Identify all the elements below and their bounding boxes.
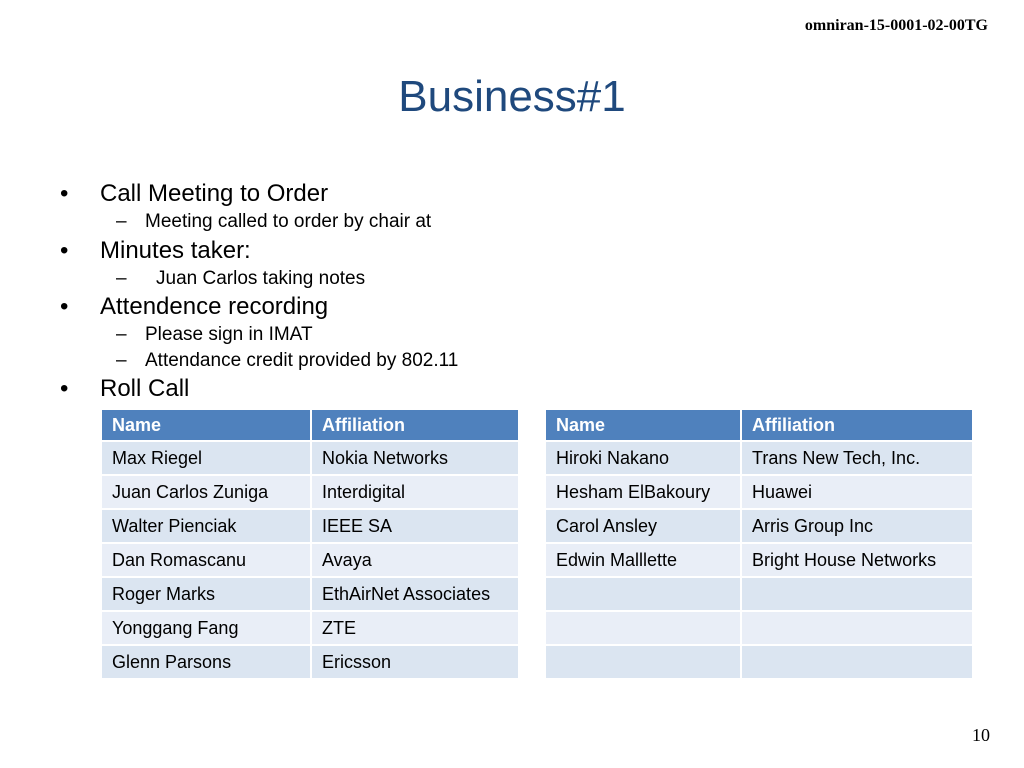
bullet-dot-icon: • <box>60 375 69 402</box>
column-header-affiliation: Affiliation <box>742 410 972 440</box>
cell-name <box>546 578 740 610</box>
table-row <box>546 612 972 644</box>
bullet-attendence: Attendence recording <box>100 293 329 320</box>
bullet-minutes-taker: Minutes taker: <box>100 237 251 264</box>
table-row <box>546 578 972 610</box>
table-row <box>102 510 518 542</box>
table-header-row <box>546 410 972 440</box>
bullet-dot-icon: • <box>60 237 69 264</box>
table-row <box>546 510 972 542</box>
table-row <box>102 646 518 678</box>
cell-affiliation <box>742 612 972 644</box>
bullet-dot-icon: • <box>60 293 69 320</box>
sub-bullet-credit: Attendance credit provided by 802.11 <box>145 350 459 371</box>
table-row <box>546 544 972 576</box>
cell-name: Max Riegel <box>102 442 310 474</box>
cell-affiliation: Arris Group Inc <box>742 510 972 542</box>
dash-icon: – <box>116 268 127 289</box>
cell-name: Carol Ansley <box>546 510 740 542</box>
cell-name: Hiroki Nakano <box>546 442 740 474</box>
cell-name: Glenn Parsons <box>102 646 310 678</box>
cell-name <box>546 646 740 678</box>
slide-title: Business#1 <box>398 72 626 121</box>
dash-icon: – <box>116 211 127 232</box>
cell-affiliation: EthAirNet Associates <box>312 578 518 610</box>
cell-name: Dan Romascanu <box>102 544 310 576</box>
cell-affiliation: Bright House Networks <box>742 544 972 576</box>
cell-name: Roger Marks <box>102 578 310 610</box>
bullet-dot-icon: • <box>60 180 69 207</box>
cell-affiliation: Huawei <box>742 476 972 508</box>
table-row <box>546 476 972 508</box>
cell-name <box>546 612 740 644</box>
sub-bullet-notes: Juan Carlos taking notes <box>156 268 366 289</box>
cell-affiliation: Ericsson <box>312 646 518 678</box>
bullet-call-meeting: Call Meeting to Order <box>100 180 329 207</box>
cell-affiliation: Trans New Tech, Inc. <box>742 442 972 474</box>
column-header-name: Name <box>546 410 740 440</box>
table-row <box>102 442 518 474</box>
cell-name: Juan Carlos Zuniga <box>102 476 310 508</box>
cell-name: Yonggang Fang <box>102 612 310 644</box>
cell-affiliation: Avaya <box>312 544 518 576</box>
table-row <box>102 544 518 576</box>
sub-bullet-called-to-order: Meeting called to order by chair at <box>145 211 432 232</box>
dash-icon: – <box>116 324 127 345</box>
page-number: 10 <box>972 725 990 745</box>
cell-affiliation: Nokia Networks <box>312 442 518 474</box>
table-row <box>546 646 972 678</box>
cell-name: Edwin Malllette <box>546 544 740 576</box>
table-row <box>102 476 518 508</box>
table-row <box>102 612 518 644</box>
dash-icon: – <box>116 350 127 371</box>
bullet-roll-call: Roll Call <box>100 375 190 402</box>
table-row <box>102 578 518 610</box>
table-header-row <box>102 410 518 440</box>
cell-affiliation: IEEE SA <box>312 510 518 542</box>
cell-name: Walter Pienciak <box>102 510 310 542</box>
roll-call-table-left <box>100 408 520 680</box>
roll-call-table-right <box>544 408 974 680</box>
cell-affiliation <box>742 578 972 610</box>
cell-affiliation <box>742 646 972 678</box>
column-header-affiliation: Affiliation <box>312 410 518 440</box>
cell-affiliation: ZTE <box>312 612 518 644</box>
column-header-name: Name <box>102 410 310 440</box>
sub-bullet-imat: Please sign in IMAT <box>145 324 313 345</box>
cell-affiliation: Interdigital <box>312 476 518 508</box>
document-id: omniran-15-0001-02-00TG <box>804 17 988 34</box>
table-row <box>546 442 972 474</box>
cell-name: Hesham ElBakoury <box>546 476 740 508</box>
